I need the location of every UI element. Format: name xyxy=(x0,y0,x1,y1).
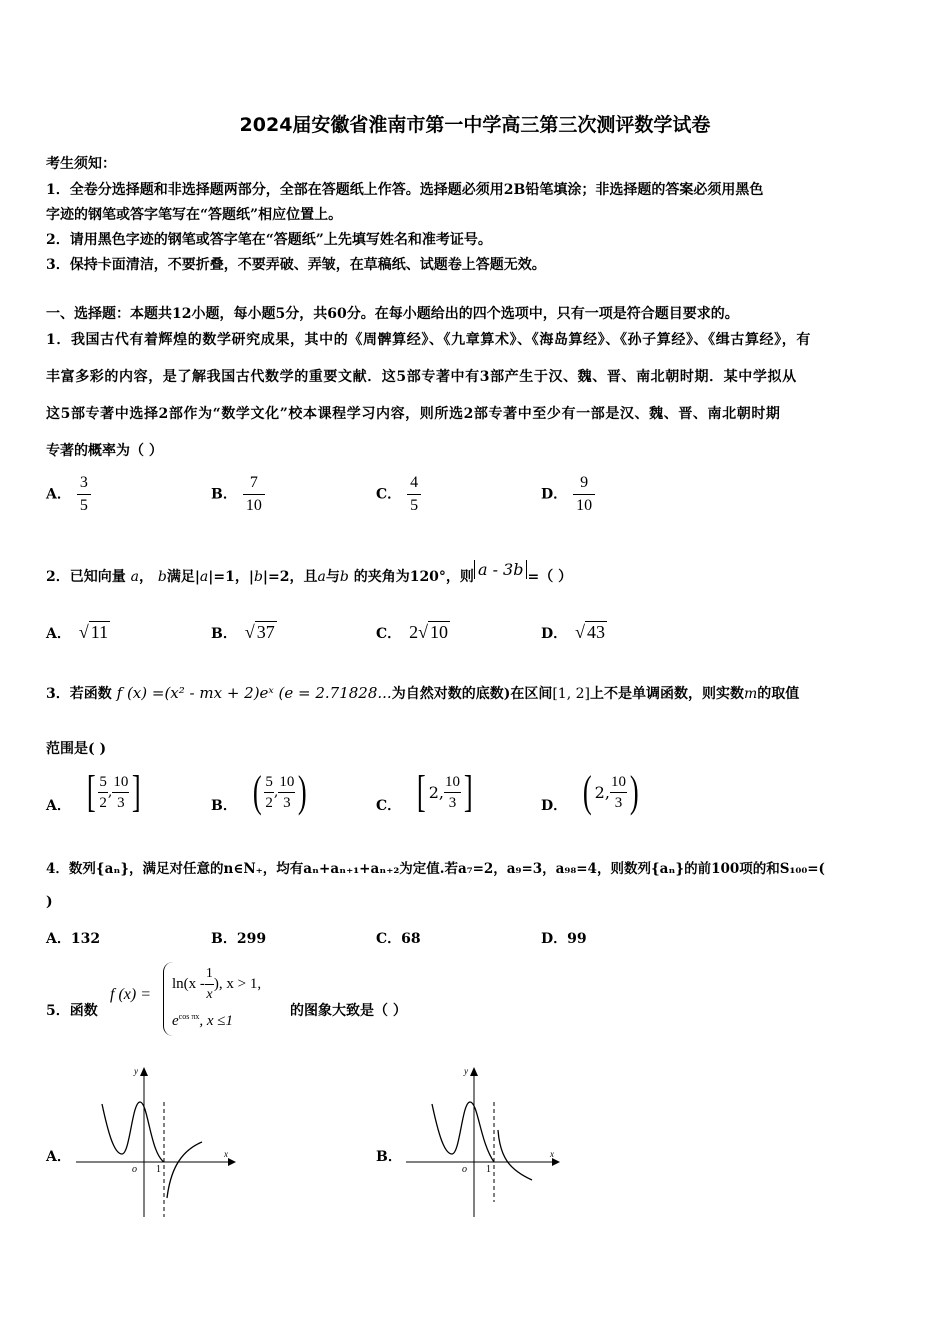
graph-origin-label: o xyxy=(462,1164,467,1175)
q5-suffix: 的图象大致是（ ） xyxy=(290,1003,407,1019)
q1-text-line: 丰富多彩的内容，是了解我国古代数学的重要文献．这5部专著中有3部产生于汉、魏、晋、南北朝时期．某中学拟从 xyxy=(46,369,797,385)
q3-option-b[interactable]: B． ( 5 2 , 10 3 ) xyxy=(211,767,308,816)
notice-item: 3．保持卡面清洁，不要折叠，不要弄破、弄皱，在草稿纸、试题卷上答题无效。 xyxy=(46,257,546,273)
q2-text: 2．已知向量 a， b满足|a|=1，|b|=2，且a与b 的夹角为120°，则 a - 3b =（ ） xyxy=(46,560,573,585)
q5-fx: f (x) = xyxy=(110,986,151,1003)
notice-item: 1．全卷分选择题和非选择题两部分，全部在答题纸上作答。选择题必须用2B铅笔填涂；非选择题的答案必须用黑色 xyxy=(46,182,764,198)
q5-option-a-label[interactable]: A． xyxy=(46,1149,71,1165)
function-expression: f (x) =(x² - mx + 2)eˣ (e = 2.71828... xyxy=(116,684,392,702)
page-title: 2024届安徽省淮南市第一中学高三第三次测评数学试卷 xyxy=(239,114,711,136)
q2-option-b[interactable]: B． √ 37 xyxy=(211,622,275,642)
graph-x-label: x xyxy=(550,1149,554,1159)
q5-graph-a[interactable] xyxy=(70,1062,240,1220)
q2-option-d[interactable]: D． √ 43 xyxy=(541,622,606,642)
q4-option-b[interactable]: B．299 xyxy=(211,931,267,947)
q1-option-d[interactable]: D． $\frac{9}{10}$ xyxy=(541,472,595,517)
notice-item: 字迹的钢笔或答字笔写在“答题纸”相应位置上。 xyxy=(46,207,343,223)
q1-option-b[interactable]: B． $\frac{7}{10}$ xyxy=(211,472,265,517)
graph-one-label: 1 xyxy=(486,1164,491,1175)
q2-option-c[interactable]: C． 2√ 10 xyxy=(376,622,449,642)
graph-y-label: y xyxy=(464,1066,468,1076)
graph-one-label: 1 xyxy=(156,1164,161,1175)
q5-prefix: 5．函数 xyxy=(46,1003,98,1019)
q1-text-line: 这5部专著中选择2部作为“数学文化”校本课程学习内容，则所选2部专著中至少有一部是汉、魏、晋、南北朝时期 xyxy=(46,406,781,422)
q1-text-line: 专著的概率为（ ） xyxy=(46,443,163,459)
q3-text-line2: 范围是( ) xyxy=(46,741,107,757)
vector-norm-expression: a - 3b xyxy=(474,560,528,579)
q3-option-c[interactable]: C． [ 2, 10 3 ] xyxy=(376,767,473,816)
q4-text-line: ) xyxy=(46,894,53,910)
notice-heading: 考生须知： xyxy=(46,156,116,172)
q4-option-c[interactable]: C．68 xyxy=(376,931,421,947)
q1-option-a[interactable]: A． $\frac{3}{5}$ xyxy=(46,472,91,517)
q3-option-a[interactable]: A． [ 5 2 , 10 3 ] xyxy=(46,767,142,816)
fraction: $\frac{7}{10}$ xyxy=(243,472,265,517)
q3-option-d[interactable]: D． ( 2, 10 3 ) xyxy=(541,767,639,816)
q4-option-d[interactable]: D．99 xyxy=(541,931,587,947)
graph-origin-label: o xyxy=(132,1164,137,1175)
q3-text: 3．若函数 f (x) =(x² - mx + 2)eˣ (e = 2.71828...为自然对数的底数)在区间[1, 2]上不是单调函数，则实数m的取值 xyxy=(46,684,800,702)
q4-text-line: 4．数列{aₙ}，满足对任意的n∈N₊，均有aₙ+aₙ₊₁+aₙ₊₂为定值.若a₇=2，a₉=3，a₉₈=4，则数列{aₙ}的前100项的和S₁₀₀=( xyxy=(46,861,825,877)
fraction: $\frac{3}{5}$ xyxy=(77,472,91,517)
q1-text-line: 1．我国古代有着辉煌的数学研究成果，其中的《周髀算经》、《九章算术》、《海岛算经》、《孙子算经》、《缉古算经》，有 xyxy=(46,332,811,348)
q2-option-a[interactable]: A． √ 11 xyxy=(46,622,109,642)
q4-option-a[interactable]: A．132 xyxy=(46,931,101,947)
fraction: $\frac{4}{5}$ xyxy=(407,472,421,517)
q1-option-c[interactable]: C． $\frac{4}{5}$ xyxy=(376,472,421,517)
q5-graph-b[interactable] xyxy=(400,1062,570,1220)
fraction: $\frac{9}{10}$ xyxy=(573,472,595,517)
section-heading: 一、选择题：本题共12小题，每小题5分，共60分。在每小题给出的四个选项中，只有一项是符合题目要求的。 xyxy=(46,306,739,322)
piecewise-case-2: $e^{cos \pi x}$, x ≤1 xyxy=(172,1012,234,1029)
graph-x-label: x xyxy=(224,1149,228,1159)
q5-option-b-label[interactable]: B． xyxy=(376,1149,402,1165)
piecewise-case-1: ln(x - $\frac{1}{x}$ ), x > 1, xyxy=(172,966,262,1002)
graph-y-label: y xyxy=(134,1066,138,1076)
notice-item: 2．请用黑色字迹的钢笔或答字笔在“答题纸”上先填写姓名和准考证号。 xyxy=(46,232,492,248)
